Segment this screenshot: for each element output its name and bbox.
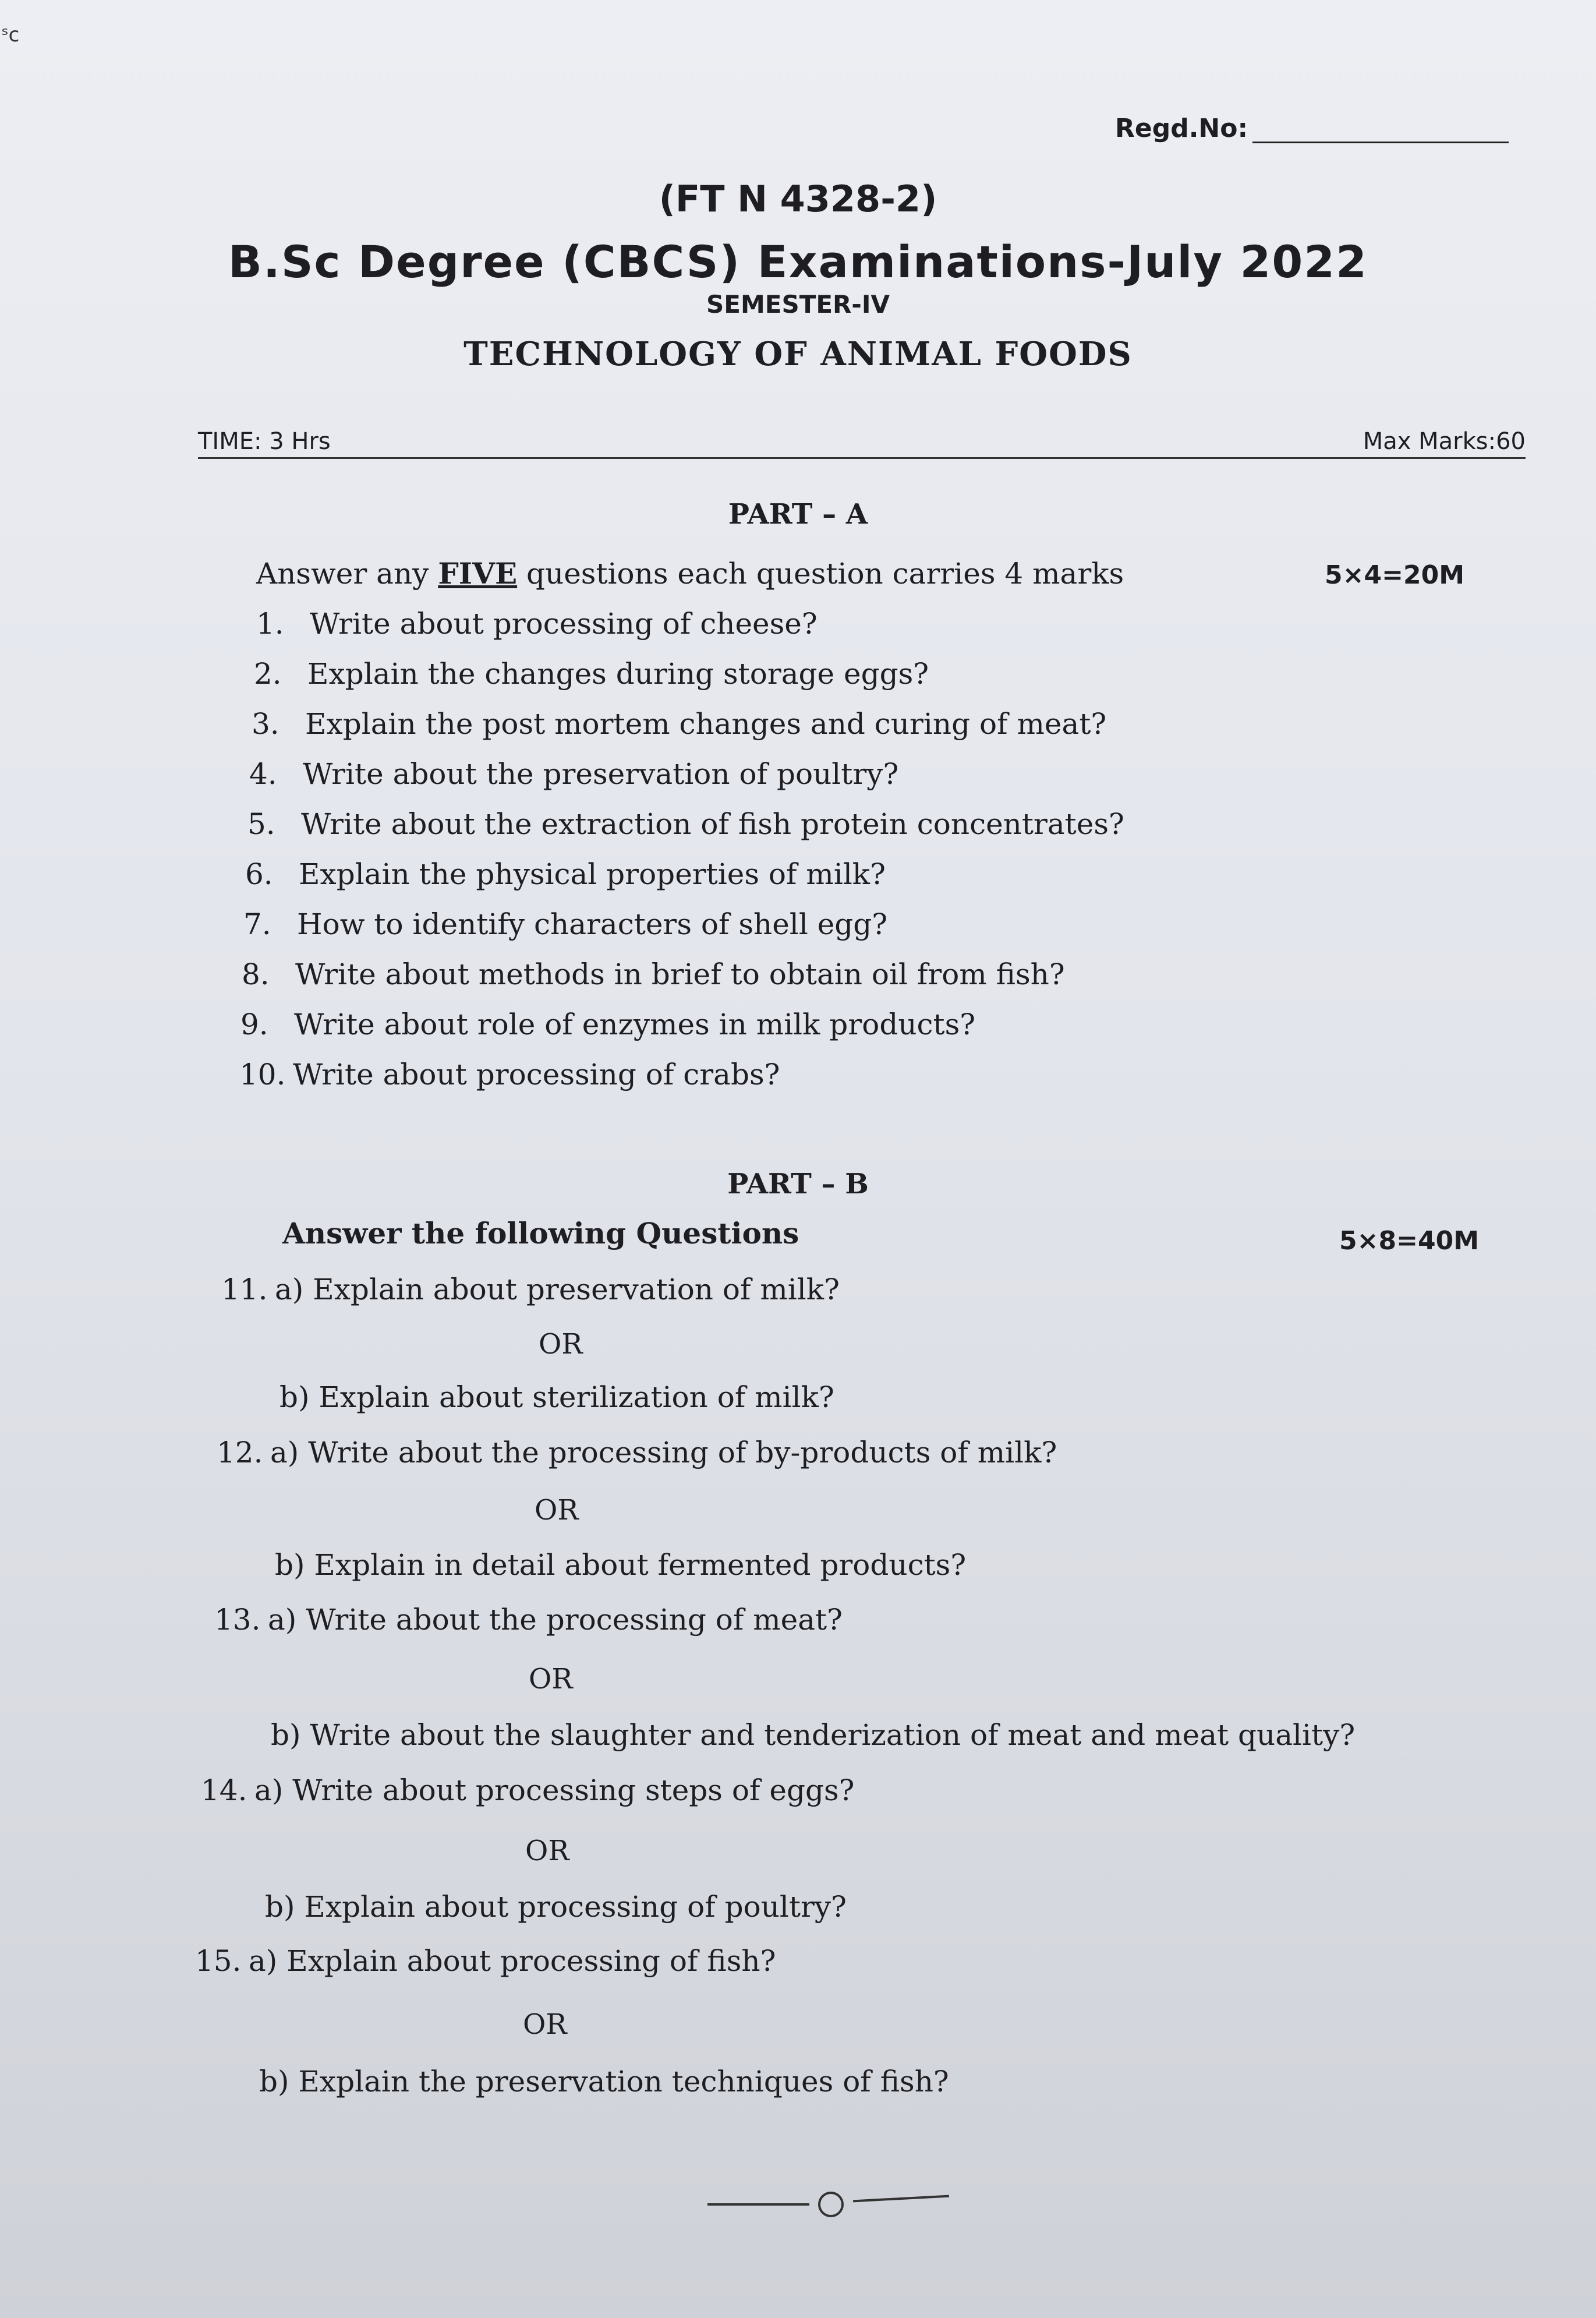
question-number: 14. <box>201 1773 247 1807</box>
max-marks-label: Max Marks:60 <box>1363 428 1526 455</box>
degree-title: B.Sc Degree (CBCS) Examinations-July 2022 <box>228 236 1368 288</box>
question <box>249 757 898 791</box>
question-number: 15. <box>195 1944 242 1978</box>
or-label: OR <box>529 1663 573 1695</box>
end-dash-right <box>853 2195 949 2203</box>
question-option-b: b) Explain about sterilization of milk? <box>279 1380 834 1414</box>
question-text: Explain the post mortem changes and curing of meat? <box>305 707 1107 741</box>
question <box>254 657 929 691</box>
time-marks-bar <box>198 425 1526 459</box>
question-text: Write about the preservation of poultry? <box>303 757 899 791</box>
question-number: 7. <box>243 907 271 941</box>
question <box>201 1773 854 1807</box>
question-number: 2. <box>254 657 282 691</box>
question-option-b: b) Explain in detail about fermented products? <box>275 1548 967 1582</box>
question-option-a: a) Write about processing steps of eggs? <box>254 1773 855 1807</box>
question-number: 4. <box>249 757 277 791</box>
question-text: Write about role of enzymes in milk products? <box>294 1008 976 1041</box>
question-text: Explain the changes during storage eggs? <box>307 657 929 691</box>
question <box>247 807 1124 841</box>
end-of-paper-mark <box>707 2181 964 2216</box>
regd-no-blank <box>1252 142 1509 143</box>
question-option-b: b) Write about the slaughter and tenderization of meat and meat quality? <box>271 1718 1356 1752</box>
question <box>221 1273 840 1306</box>
time-label: TIME: 3 Hrs <box>198 428 331 455</box>
question <box>256 607 818 641</box>
question-option-b: b) Explain the preservation techniques of fish? <box>259 2065 949 2098</box>
paper-code: (FT N 4328-2) <box>659 178 937 220</box>
end-circle <box>818 2192 844 2217</box>
question-number: 10. <box>239 1058 286 1091</box>
question-number: 1. <box>256 607 284 641</box>
question <box>195 1944 776 1978</box>
question-number: 6. <box>245 857 273 891</box>
question-text: Write about methods in brief to obtain oil from fish? <box>295 957 1065 991</box>
or-label: OR <box>539 1328 583 1361</box>
question <box>214 1603 843 1637</box>
question-text: Write about the extraction of fish protein concentrates? <box>301 807 1124 841</box>
question-number: 13. <box>214 1603 261 1637</box>
subject-title: TECHNOLOGY OF ANIMAL FOODS <box>463 335 1133 373</box>
question-option-a: a) Write about the processing of meat? <box>268 1603 843 1637</box>
question-number: 9. <box>240 1008 268 1041</box>
question-text: Write about processing of cheese? <box>310 607 818 641</box>
part-b-instruction: Answer the following Questions <box>282 1216 799 1250</box>
question-number: 11. <box>221 1273 268 1306</box>
semester: SEMESTER-IV <box>706 290 890 319</box>
or-label: OR <box>525 1835 569 1867</box>
question-number: 8. <box>242 957 270 991</box>
part-b-allocation: 5×8=40M <box>1339 1226 1479 1256</box>
part-a-title: PART – A <box>728 498 868 531</box>
question <box>242 957 1065 991</box>
part-a-instruction <box>256 556 1124 591</box>
question-number: 5. <box>247 807 275 841</box>
question <box>239 1058 780 1091</box>
question-number: 3. <box>252 707 279 741</box>
question <box>245 857 886 891</box>
question-option-a: a) Explain about preservation of milk? <box>275 1273 840 1306</box>
margin-mark: ˢc <box>1 23 20 47</box>
question <box>252 707 1106 741</box>
part-a-allocation: 5×4=20M <box>1325 560 1464 590</box>
question <box>243 907 887 941</box>
question-number: 12. <box>217 1436 263 1469</box>
question-option-a: a) Write about the processing of by-products of milk? <box>270 1436 1057 1469</box>
instruction-emphasis: FIVE <box>438 556 518 591</box>
question <box>240 1008 975 1041</box>
question-text: Write about processing of crabs? <box>293 1058 780 1091</box>
end-dash-left <box>707 2203 809 2206</box>
instruction-text: questions each question carries 4 marks <box>517 557 1124 591</box>
part-b-title: PART – B <box>727 1168 869 1200</box>
regd-no-field <box>1115 114 1509 143</box>
question-option-b: b) Explain about processing of poultry? <box>265 1890 847 1924</box>
question-option-a: a) Explain about processing of fish? <box>249 1944 776 1978</box>
or-label: OR <box>523 2008 567 2041</box>
or-label: OR <box>535 1494 579 1527</box>
regd-no-label: Regd.No: <box>1115 114 1248 143</box>
question-text: Explain the physical properties of milk? <box>299 857 886 891</box>
question-text: How to identify characters of shell egg? <box>297 907 888 941</box>
question <box>217 1436 1057 1469</box>
instruction-text: Answer any <box>256 557 438 591</box>
